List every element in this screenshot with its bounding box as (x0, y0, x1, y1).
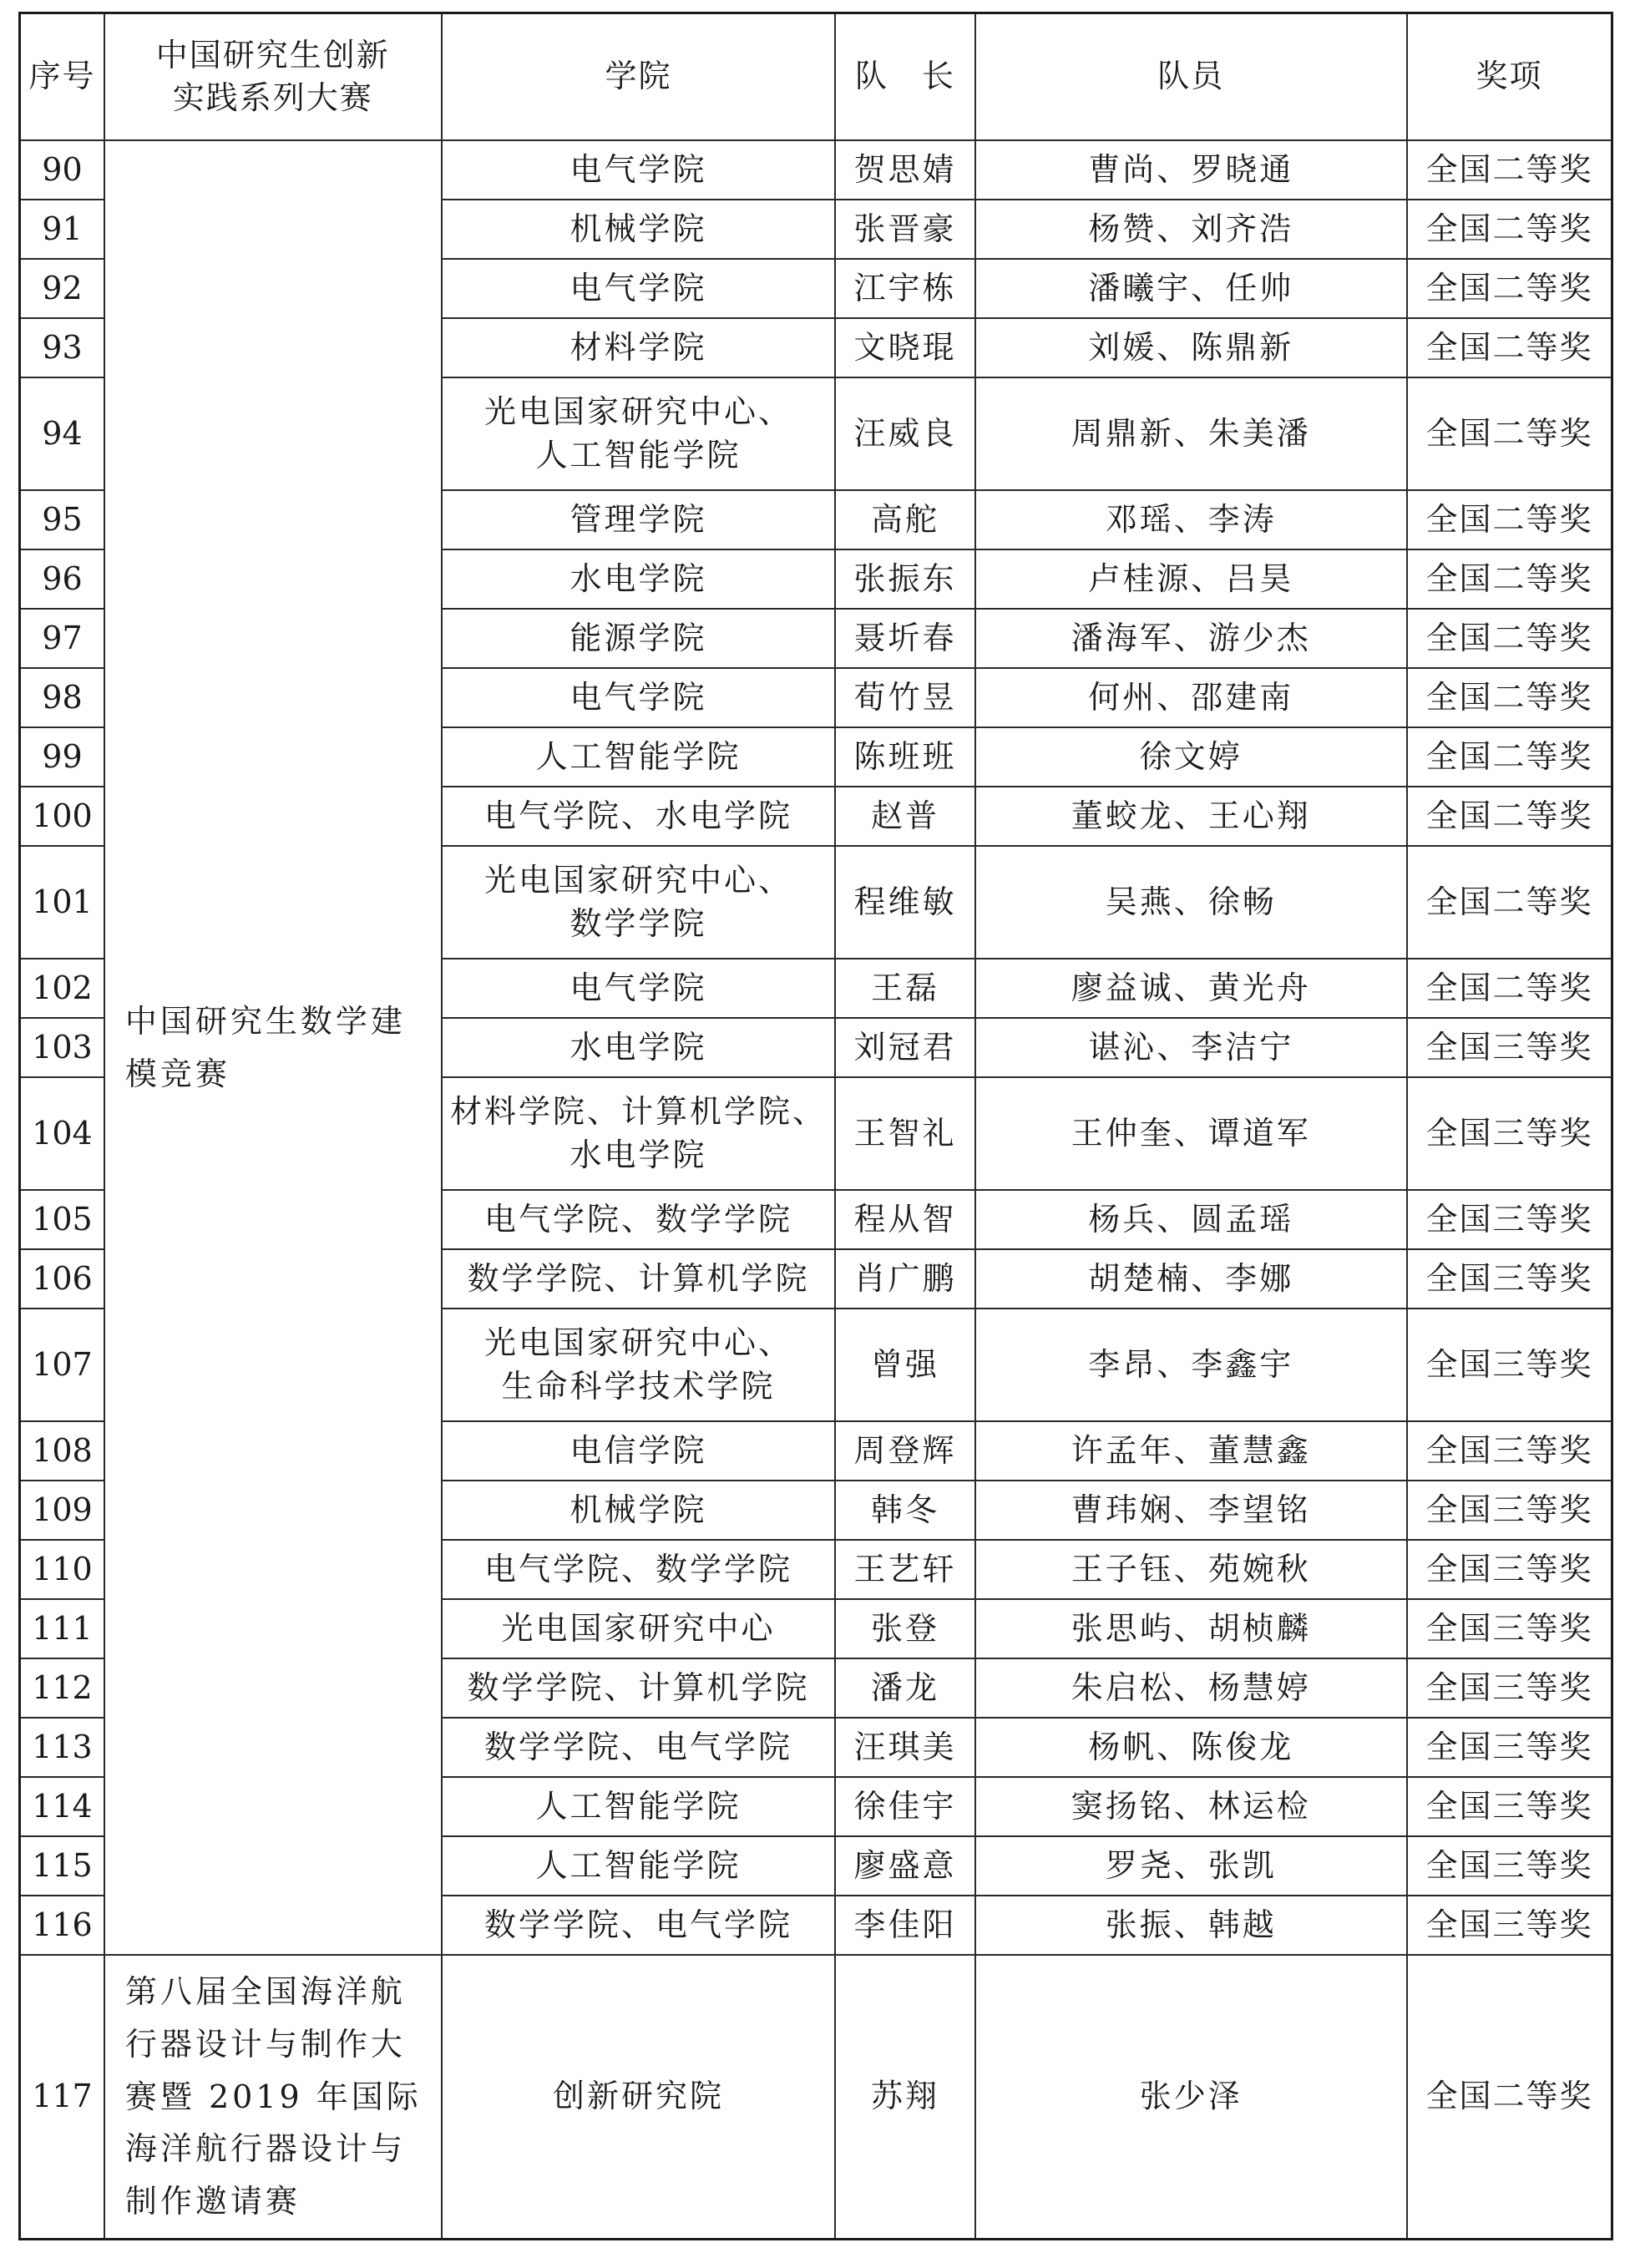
members-cell: 谌沁、李洁宁 (975, 1018, 1407, 1077)
award-cell: 全国二等奖 (1407, 318, 1612, 377)
captain-cell: 韩冬 (835, 1481, 974, 1540)
college-line: 光电国家研究中心、 (483, 1324, 792, 1362)
members-cell: 张振、韩越 (975, 1896, 1407, 1955)
competition-cell: 中国研究生数学建模竞赛 (104, 140, 442, 1955)
members-cell: 吴燕、徐畅 (975, 846, 1407, 959)
seq-cell: 96 (20, 549, 104, 609)
seq-cell: 97 (20, 609, 104, 668)
award-cell: 全国二等奖 (1407, 549, 1612, 609)
college-cell (442, 549, 836, 609)
captain-cell: 荀竹昱 (835, 668, 974, 727)
captain-cell: 江宇栋 (835, 259, 974, 318)
college-cell (442, 377, 836, 490)
college-line: 机械学院 (569, 210, 707, 247)
college-cell (442, 668, 836, 727)
members-cell: 张思屿、胡桢麟 (975, 1599, 1407, 1658)
award-cell: 全国二等奖 (1407, 377, 1612, 490)
college-line: 数学学院、计算机学院 (467, 1259, 810, 1297)
members-cell: 杨帆、陈俊龙 (975, 1718, 1407, 1777)
captain-cell: 赵普 (835, 787, 974, 846)
seq-cell: 106 (20, 1249, 104, 1309)
college-cell (442, 1896, 836, 1955)
seq-cell: 105 (20, 1190, 104, 1249)
members-cell: 杨赞、刘齐浩 (975, 200, 1407, 259)
award-cell: 全国二等奖 (1407, 959, 1612, 1018)
seq-cell: 98 (20, 668, 104, 727)
award-cell: 全国二等奖 (1407, 668, 1612, 727)
college-line: 机械学院 (569, 1491, 707, 1528)
award-cell: 全国二等奖 (1407, 727, 1612, 787)
seq-cell: 100 (20, 787, 104, 846)
members-cell: 胡楚楠、李娜 (975, 1249, 1407, 1309)
members-cell: 曹玮娴、李望铭 (975, 1481, 1407, 1540)
seq-cell: 92 (20, 259, 104, 318)
captain-cell: 张登 (835, 1599, 974, 1658)
members-cell: 曹尚、罗晓通 (975, 140, 1407, 200)
captain-cell: 聂圻春 (835, 609, 974, 668)
captain-cell: 程从智 (835, 1190, 974, 1249)
captain-cell: 周登辉 (835, 1421, 974, 1481)
award-cell: 全国二等奖 (1407, 140, 1612, 200)
seq-cell: 103 (20, 1018, 104, 1077)
college-line: 人工智能学院 (535, 1787, 742, 1825)
college-cell (442, 1955, 836, 2240)
award-cell: 全国三等奖 (1407, 1540, 1612, 1599)
college-cell (442, 787, 836, 846)
college-cell (442, 318, 836, 377)
members-cell: 徐文婷 (975, 727, 1407, 787)
college-line: 电气学院 (569, 269, 707, 306)
seq-cell: 93 (20, 318, 104, 377)
college-cell (442, 140, 836, 200)
college-line: 电气学院 (569, 969, 707, 1006)
captain-cell: 张振东 (835, 549, 974, 609)
college-line: 人工智能学院 (535, 436, 742, 473)
captain-cell: 王智礼 (835, 1077, 974, 1190)
seq-cell: 114 (20, 1777, 104, 1836)
college-line: 光电国家研究中心、 (483, 393, 792, 431)
college-cell (442, 1481, 836, 1540)
members-cell: 董蛟龙、王心翔 (975, 787, 1407, 846)
captain-cell: 廖盛意 (835, 1836, 974, 1896)
seq-cell: 95 (20, 490, 104, 549)
members-cell: 杨兵、圆孟瑶 (975, 1190, 1407, 1249)
award-cell: 全国三等奖 (1407, 1481, 1612, 1540)
members-cell: 王子钰、苑婉秋 (975, 1540, 1407, 1599)
members-cell: 刘媛、陈鼎新 (975, 318, 1407, 377)
members-cell: 王仲奎、谭道军 (975, 1077, 1407, 1190)
captain-cell: 徐佳宇 (835, 1777, 974, 1836)
captain-cell: 张晋豪 (835, 200, 974, 259)
captain-cell: 文晓琨 (835, 318, 974, 377)
members-cell: 周鼎新、朱美潘 (975, 377, 1407, 490)
college-line: 电气学院、水电学院 (483, 797, 792, 834)
members-cell: 潘曦宇、任帅 (975, 259, 1407, 318)
captain-cell: 陈班班 (835, 727, 974, 787)
award-cell: 全国二等奖 (1407, 259, 1612, 318)
college-line: 人工智能学院 (535, 1846, 742, 1884)
college-line: 管理学院 (569, 500, 707, 538)
award-cell: 全国三等奖 (1407, 1658, 1612, 1718)
header-college: 学院 (442, 13, 836, 141)
college-line: 水电学院 (569, 559, 707, 597)
competition-cell: 第八届全国海洋航行器设计与制作大赛暨 2019 年国际海洋航行器设计与制作邀请赛 (104, 1955, 442, 2240)
award-cell: 全国三等奖 (1407, 1018, 1612, 1077)
seq-cell: 90 (20, 140, 104, 200)
college-cell (442, 1599, 836, 1658)
seq-cell: 111 (20, 1599, 104, 1658)
seq-cell: 102 (20, 959, 104, 1018)
award-cell: 全国三等奖 (1407, 1836, 1612, 1896)
header-competition-line2: 实践系列大赛 (172, 79, 373, 116)
college-line: 人工智能学院 (535, 737, 742, 775)
header-award: 奖项 (1407, 13, 1612, 141)
award-cell: 全国二等奖 (1407, 200, 1612, 259)
table-row (20, 140, 1612, 200)
college-line: 光电国家研究中心、 (483, 862, 792, 899)
captain-cell: 王艺轩 (835, 1540, 974, 1599)
award-cell: 全国三等奖 (1407, 1718, 1612, 1777)
college-cell (442, 259, 836, 318)
college-line: 能源学院 (569, 619, 707, 656)
award-cell: 全国三等奖 (1407, 1896, 1612, 1955)
college-line: 数学学院、计算机学院 (467, 1668, 810, 1706)
college-cell (442, 1777, 836, 1836)
college-line: 水电学院 (569, 1136, 707, 1173)
captain-cell: 潘龙 (835, 1658, 974, 1718)
captain-cell: 王磊 (835, 959, 974, 1018)
award-list-page (18, 12, 1613, 2240)
members-cell: 潘海军、游少杰 (975, 609, 1407, 668)
seq-cell: 113 (20, 1718, 104, 1777)
college-line: 材料学院、计算机学院、 (449, 1093, 827, 1131)
seq-cell: 91 (20, 200, 104, 259)
college-line: 创新研究院 (552, 2078, 724, 2115)
members-cell: 李昂、李鑫宇 (975, 1309, 1407, 1421)
college-line: 数学学院 (569, 904, 707, 942)
award-cell: 全国二等奖 (1407, 787, 1612, 846)
captain-cell: 汪琪美 (835, 1718, 974, 1777)
college-cell (442, 1309, 836, 1421)
college-line: 材料学院 (569, 328, 707, 366)
award-cell: 全国三等奖 (1407, 1421, 1612, 1481)
captain-cell: 贺思婧 (835, 140, 974, 200)
captain-cell: 刘冠君 (835, 1018, 974, 1077)
college-line: 电气学院 (569, 150, 707, 188)
college-line: 电信学院 (569, 1431, 707, 1469)
college-cell (442, 959, 836, 1018)
header-competition (104, 13, 442, 141)
award-cell: 全国三等奖 (1407, 1190, 1612, 1249)
seq-cell: 108 (20, 1421, 104, 1481)
table-body (20, 140, 1612, 2240)
members-cell: 张少泽 (975, 1955, 1407, 2240)
seq-cell: 112 (20, 1658, 104, 1718)
seq-cell: 99 (20, 727, 104, 787)
award-cell: 全国二等奖 (1407, 1955, 1612, 2240)
seq-cell: 116 (20, 1896, 104, 1955)
header-members: 队员 (975, 13, 1407, 141)
award-cell: 全国二等奖 (1407, 490, 1612, 549)
college-cell (442, 1190, 836, 1249)
members-cell: 何州、邵建南 (975, 668, 1407, 727)
captain-cell: 肖广鹏 (835, 1249, 974, 1309)
table-row (20, 1955, 1612, 2240)
award-cell: 全国三等奖 (1407, 1599, 1612, 1658)
captain-cell: 汪威良 (835, 377, 974, 490)
members-cell: 卢桂源、吕昊 (975, 549, 1407, 609)
members-cell: 朱启松、杨慧婷 (975, 1658, 1407, 1718)
members-cell: 廖益诚、黄光舟 (975, 959, 1407, 1018)
award-cell: 全国三等奖 (1407, 1309, 1612, 1421)
college-line: 光电国家研究中心 (501, 1609, 776, 1647)
college-cell (442, 846, 836, 959)
award-cell: 全国二等奖 (1407, 846, 1612, 959)
college-line: 电气学院、数学学院 (483, 1550, 792, 1587)
college-line: 数学学院、电气学院 (483, 1906, 792, 1943)
members-cell: 邓瑶、李涛 (975, 490, 1407, 549)
seq-cell: 104 (20, 1077, 104, 1190)
college-cell (442, 727, 836, 787)
award-table (18, 12, 1613, 2240)
header-competition-line1: 中国研究生创新 (155, 36, 390, 73)
captain-cell: 苏翔 (835, 1955, 974, 2240)
award-cell: 全国三等奖 (1407, 1249, 1612, 1309)
college-line: 电气学院 (569, 678, 707, 716)
captain-cell: 曾强 (835, 1309, 974, 1421)
award-cell: 全国二等奖 (1407, 609, 1612, 668)
college-cell (442, 1658, 836, 1718)
header-captain: 队 长 (835, 13, 974, 141)
seq-cell: 94 (20, 377, 104, 490)
seq-cell: 101 (20, 846, 104, 959)
captain-cell: 程维敏 (835, 846, 974, 959)
seq-cell: 115 (20, 1836, 104, 1896)
college-cell (442, 1421, 836, 1481)
college-cell (442, 200, 836, 259)
members-cell: 许孟年、董慧鑫 (975, 1421, 1407, 1481)
header-seq: 序号 (20, 13, 104, 141)
seq-cell: 110 (20, 1540, 104, 1599)
college-cell (442, 1718, 836, 1777)
college-cell (442, 1836, 836, 1896)
college-line: 水电学院 (569, 1028, 707, 1066)
members-cell: 罗尧、张凯 (975, 1836, 1407, 1896)
seq-cell: 117 (20, 1955, 104, 2240)
award-cell: 全国三等奖 (1407, 1777, 1612, 1836)
captain-cell: 李佳阳 (835, 1896, 974, 1955)
college-line: 数学学院、电气学院 (483, 1728, 792, 1765)
college-cell (442, 609, 836, 668)
college-cell (442, 1018, 836, 1077)
college-cell (442, 1249, 836, 1309)
college-line: 电气学院、数学学院 (483, 1200, 792, 1238)
table-header-row (20, 13, 1612, 141)
college-line: 生命科学技术学院 (501, 1367, 776, 1405)
college-cell (442, 1540, 836, 1599)
college-cell (442, 1077, 836, 1190)
captain-cell: 高舵 (835, 490, 974, 549)
seq-cell: 107 (20, 1309, 104, 1421)
college-cell (442, 490, 836, 549)
members-cell: 窦扬铭、林运检 (975, 1777, 1407, 1836)
award-cell: 全国三等奖 (1407, 1077, 1612, 1190)
seq-cell: 109 (20, 1481, 104, 1540)
